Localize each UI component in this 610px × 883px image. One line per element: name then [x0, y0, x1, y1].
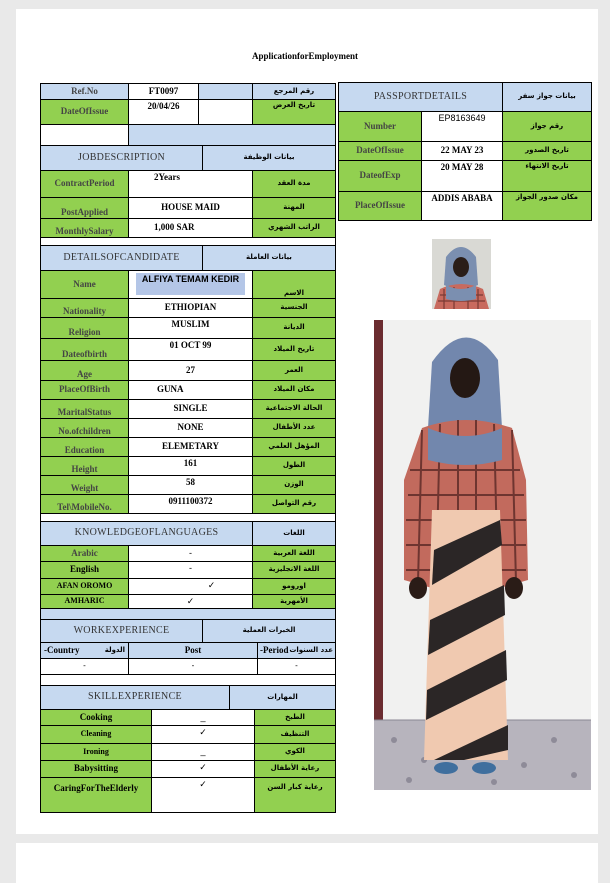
candidate-value: 58 — [128, 475, 253, 495]
candidate-portrait-photo — [432, 239, 491, 309]
candidate-label-ar: العمر — [252, 360, 336, 381]
name-label-ar: الاسم — [252, 270, 336, 299]
job-value: 1,000 SAR — [128, 218, 253, 238]
job-label-ar: المهنة — [252, 197, 336, 219]
job-heading: JOBDESCRIPTION — [40, 145, 203, 171]
work-post-value: - — [128, 658, 258, 675]
ref-label-ar: رقم المرجع — [252, 83, 336, 100]
work-country-value: - — [40, 658, 129, 675]
skill-label: CaringForTheElderly — [40, 777, 152, 813]
language-label-ar: اللغة العربية — [252, 545, 336, 562]
candidate-label-ar: الجنسية — [252, 298, 336, 318]
candidate-label: PlaceOfBirth — [40, 380, 129, 400]
languages-heading: KNOWLEDGEOFLANGUAGES — [40, 521, 253, 546]
candidate-label-ar: تاريخ الميلاد — [252, 338, 336, 361]
candidate-value: 161 — [128, 456, 253, 476]
candidate-label-ar: الطول — [252, 456, 336, 476]
work-heading-ar: الخبرات العملية — [202, 619, 336, 643]
candidate-heading-ar: بيانات العاملة — [202, 245, 336, 271]
passport-doe-value: 20 MAY 28 — [421, 160, 503, 192]
candidate-value: ELEMETARY — [128, 437, 253, 457]
issue-label-ar: تاريخ العرض — [252, 99, 336, 125]
name-value: ALFIYA TEMAM KEDIR — [136, 273, 245, 295]
passport-doi-ar: تاريخ الصدور — [502, 141, 592, 161]
job-heading-ar: بيانات الوظيفة — [202, 145, 336, 171]
language-label: Arabic — [40, 545, 129, 562]
skill-label-ar: رعاية كبار السن — [254, 777, 336, 813]
candidate-label: Nationality — [40, 298, 129, 318]
passport-number-label: Number — [338, 111, 422, 142]
skills-heading: SKILLEXPERIENCE — [40, 685, 230, 710]
job-label: MonthlySalary — [40, 218, 129, 238]
candidate-label-ar: رقم التواصل — [252, 494, 336, 514]
issue-label: DateOfIssue — [40, 99, 129, 125]
passport-doi-value: 22 MAY 23 — [421, 141, 503, 161]
language-label-ar: اورومو — [252, 578, 336, 595]
job-label-ar: مدة العقد — [252, 170, 336, 198]
candidate-label-ar: الديانة — [252, 317, 336, 339]
language-label: English — [40, 561, 129, 579]
candidate-label-ar: عدد الأطفال — [252, 418, 336, 438]
candidate-value: GUNA — [128, 380, 253, 400]
candidate-label: Age — [40, 360, 129, 381]
passport-poi-ar: مكان صدور الجواز — [502, 191, 592, 221]
language-value: - — [128, 545, 253, 562]
next-page-edge — [16, 843, 598, 883]
skill-value: ✓ — [151, 725, 255, 744]
passport-poi-value: ADDIS ABABA — [421, 191, 503, 221]
passport-doe-ar: تاريخ الانتهاء — [502, 160, 592, 192]
skill-label-ar: الطبخ — [254, 709, 336, 726]
candidate-label-ar: مكان الميلاد — [252, 380, 336, 400]
job-value: HOUSE MAID — [128, 197, 253, 219]
skill-value: ✓ — [151, 777, 255, 813]
work-heading: WORKEXPERIENCE — [40, 619, 203, 643]
skill-label-ar: التنظيف — [254, 725, 336, 744]
passport-number-ar: رقم جواز — [502, 111, 592, 142]
skill-label: Cooking — [40, 709, 152, 726]
candidate-value: 27 — [128, 360, 253, 381]
work-col-country: -Country — [44, 644, 80, 655]
candidate-label-ar: الحالة الاجتماعية — [252, 399, 336, 419]
skill-label-ar: رعاية الأطفال — [254, 760, 336, 778]
skill-value: ✓ — [151, 760, 255, 778]
language-label: AMHARIC — [40, 594, 129, 609]
candidate-label: Religion — [40, 317, 129, 339]
candidate-value: ETHIOPIAN — [128, 298, 253, 318]
job-value: 2Years — [128, 170, 253, 198]
language-value: ✓ — [128, 594, 253, 609]
skill-value: _ — [151, 743, 255, 761]
work-col-period: -Period — [260, 644, 289, 655]
work-col-country-ar: الدولة — [104, 645, 125, 654]
candidate-label: Education — [40, 437, 129, 457]
candidate-value: SINGLE — [128, 399, 253, 419]
language-label-ar: اللغة الانجليزية — [252, 561, 336, 579]
passport-doi-label: DateOfIssue — [338, 141, 422, 161]
skill-value: _ — [151, 709, 255, 726]
ref-label: Ref.No — [40, 83, 129, 100]
candidate-label: Weight — [40, 475, 129, 495]
work-col-post: Post — [128, 642, 258, 659]
candidate-label-ar: الوزن — [252, 475, 336, 495]
language-value: - — [128, 561, 253, 579]
candidate-label: MaritalStatus — [40, 399, 129, 419]
skill-label-ar: الكوي — [254, 743, 336, 761]
candidate-label-ar: المؤهل العلمي — [252, 437, 336, 457]
work-period-value: - — [257, 658, 336, 675]
passport-number-value: EP8163649 — [421, 111, 503, 142]
language-label-ar: الأمهرية — [252, 594, 336, 609]
skills-heading-ar: المهارات — [229, 685, 336, 710]
skill-label: Ironing — [40, 743, 152, 761]
candidate-value: 01 OCT 99 — [128, 338, 253, 361]
name-label: Name — [40, 270, 129, 299]
form-title: ApplicationforEmployment — [251, 51, 358, 61]
skill-label: Babysitting — [40, 760, 152, 778]
job-label: ContractPeriod — [40, 170, 129, 198]
candidate-label: No.ofchildren — [40, 418, 129, 438]
job-label-ar: الراتب الشهري — [252, 218, 336, 238]
passport-heading-ar: بيانات جواز سفر — [502, 82, 592, 112]
candidate-label: Height — [40, 456, 129, 476]
passport-heading: PASSPORTDETAILS — [338, 82, 503, 112]
language-label: AFAN OROMO — [40, 578, 129, 595]
issue-value: 20/04/26 — [128, 99, 199, 125]
candidate-label: Tel\MobileNo. — [40, 494, 129, 514]
candidate-label: Dateofbirth — [40, 338, 129, 361]
candidate-fullbody-photo — [374, 320, 591, 790]
language-value: ✓ — [128, 578, 253, 595]
passport-doe-label: DateofExp — [338, 160, 422, 192]
languages-heading-ar: اللغات — [252, 521, 336, 546]
candidate-heading: DETAILSOFCANDIDATE — [40, 245, 203, 271]
job-label: PostApplied — [40, 197, 129, 219]
candidate-value: NONE — [128, 418, 253, 438]
passport-poi-label: PlaceOfIssue — [338, 191, 422, 221]
candidate-value: MUSLIM — [128, 317, 253, 339]
candidate-value: 0911100372 — [128, 494, 253, 514]
ref-value: FT0097 — [128, 83, 199, 100]
skill-label: Cleaning — [40, 725, 152, 744]
work-col-period-ar: عدد السنوات — [289, 645, 333, 654]
